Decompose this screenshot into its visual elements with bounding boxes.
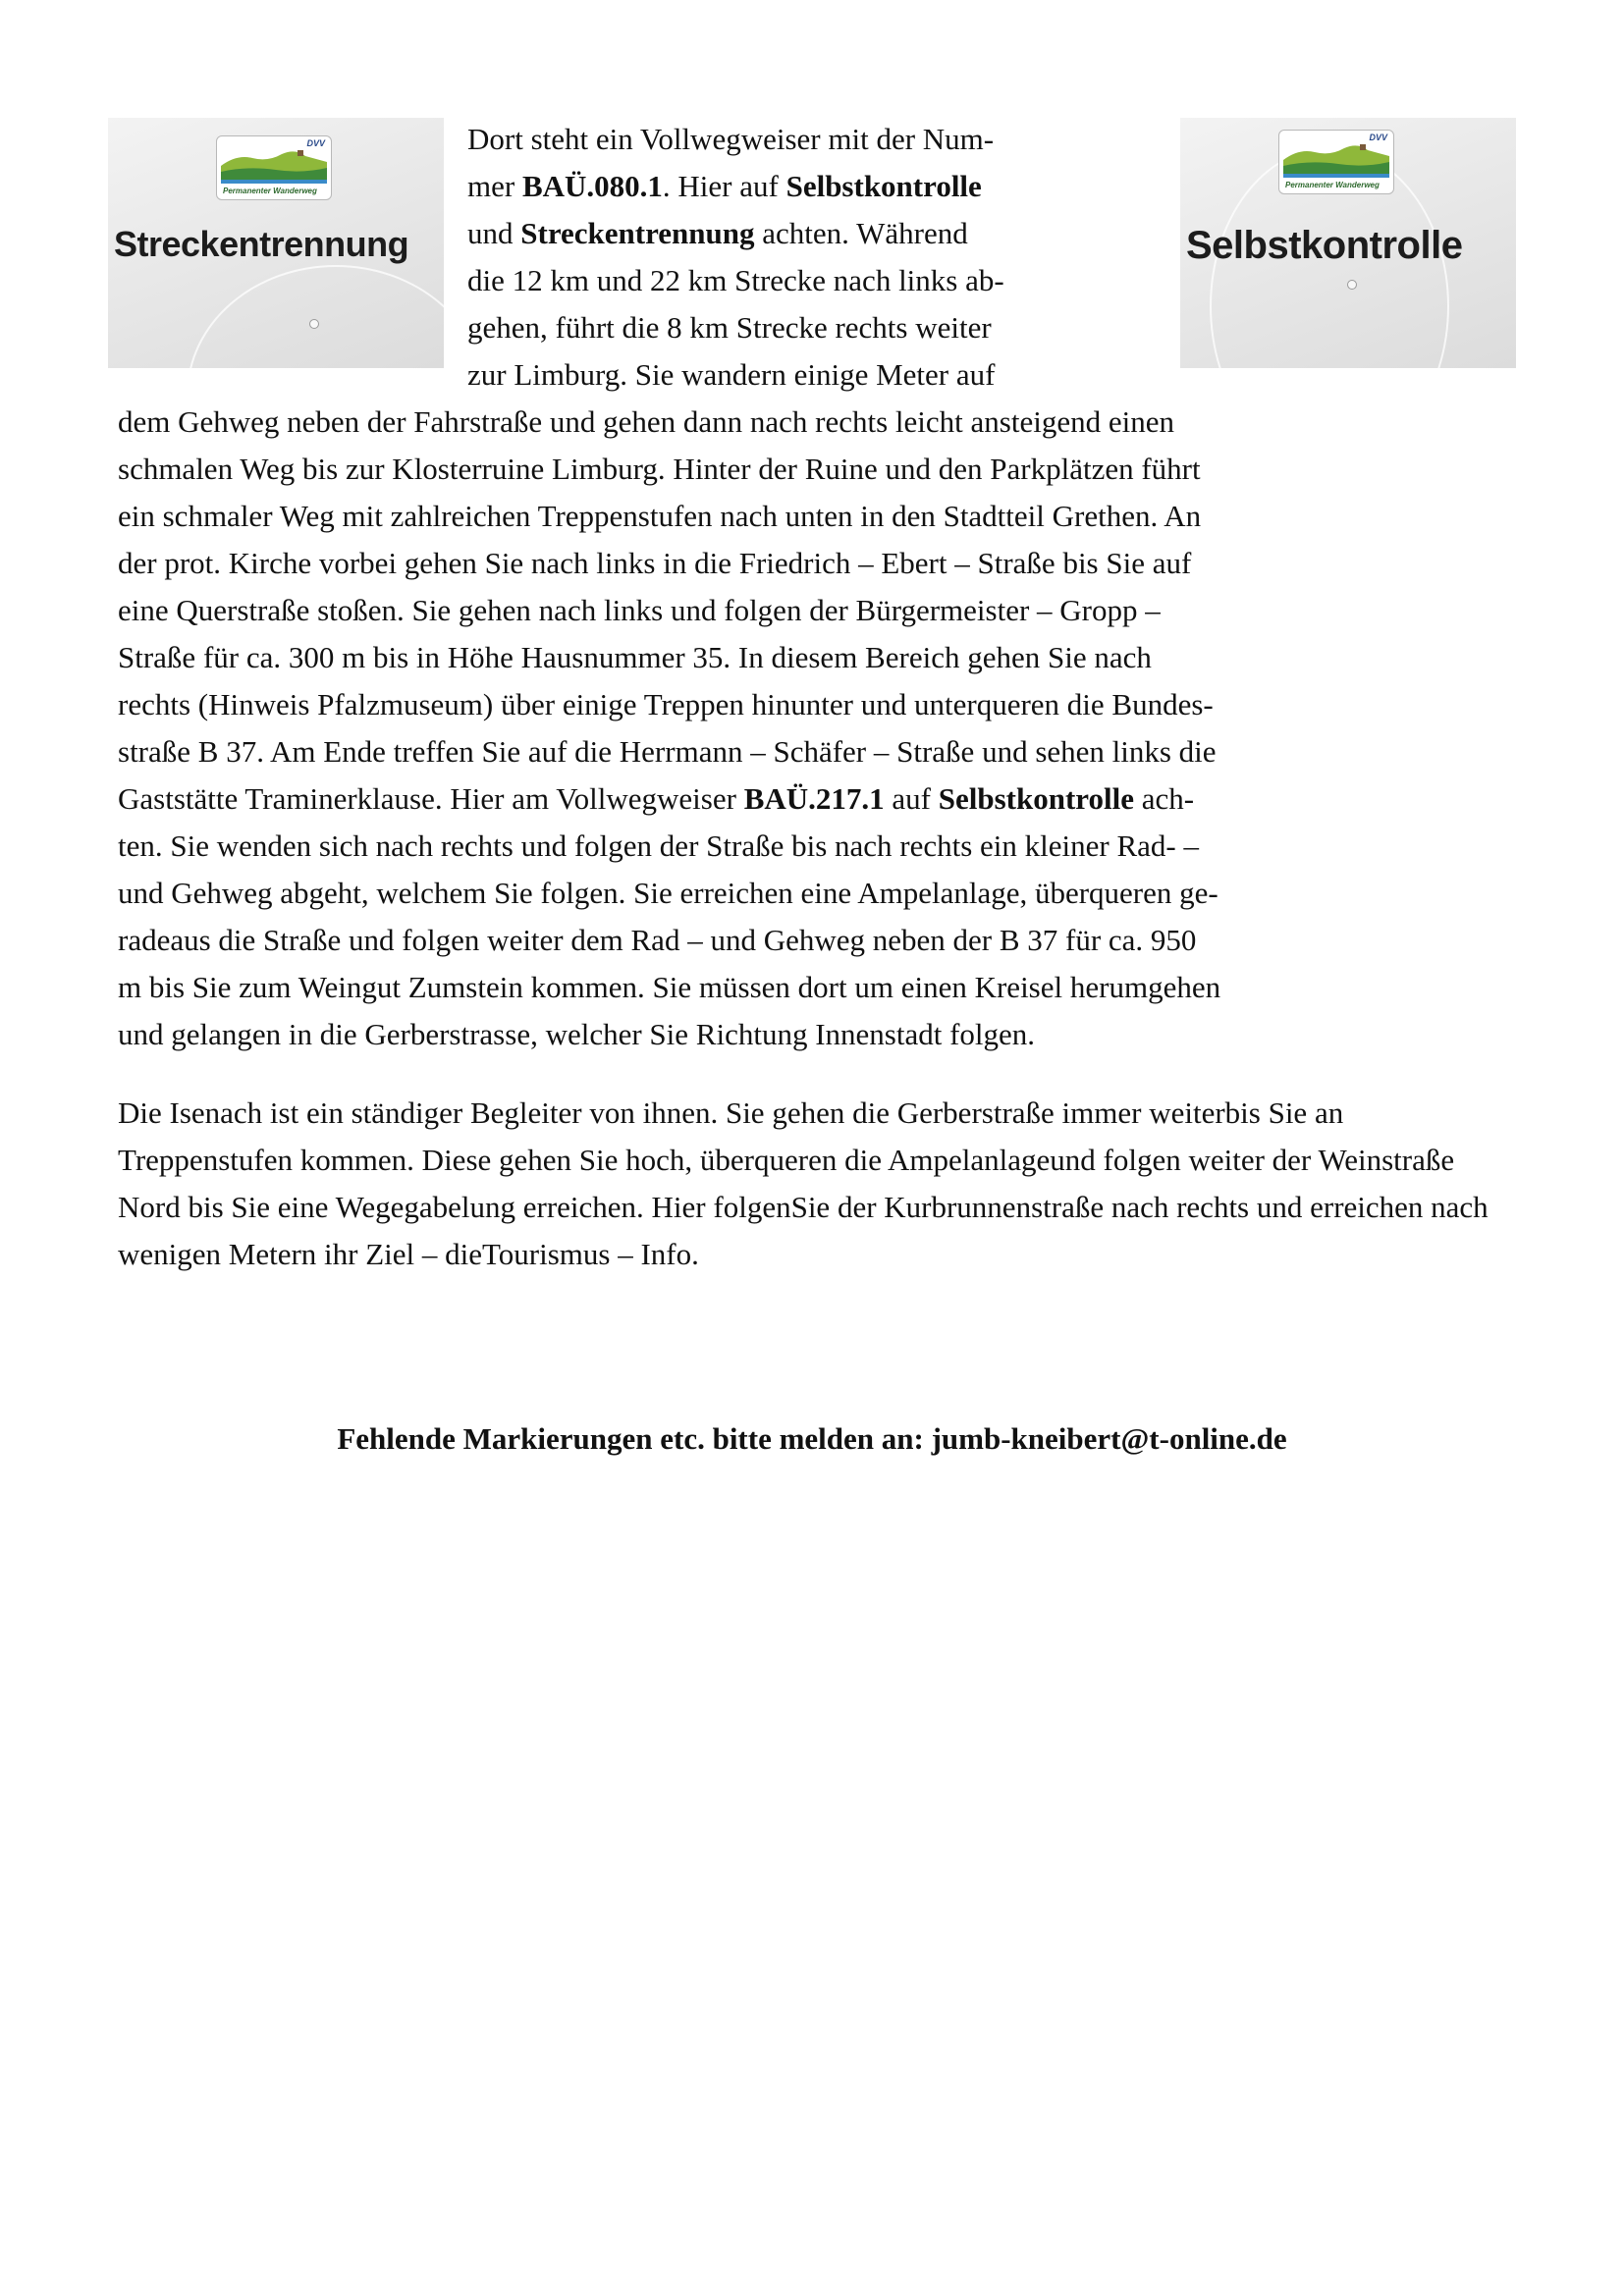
mounting-hole: [309, 319, 319, 329]
intro-paragraph: [467, 116, 1155, 399]
streckentrennung-sign-photo: [108, 118, 444, 368]
text-line: Tourismus – Info.: [482, 1237, 699, 1271]
text-line: eine Querstraße stoßen. Sie gehen nach links und folgen der Bürgermeister – Gropp –: [118, 593, 1161, 627]
bold-term: Selbstkontrolle: [785, 169, 982, 203]
text-line: dem Gehweg neben der Fahrstraße und gehen dann nach rechts leicht ansteigend einen: [118, 404, 1174, 439]
text-line: ein schmaler Weg mit zahlreichen Treppenstufen nach unten in den Stadtteil Grethen. An: [118, 499, 1202, 533]
text-line: mer BAÜ.080.1. Hier auf Selbstkontrolle: [467, 169, 982, 203]
isenach-paragraph: [118, 1090, 1522, 1278]
text-line: Dort steht ein Vollwegweiser mit der Num-: [467, 122, 995, 156]
text-line: rechts (Hinweis Pfalzmuseum) über einige Treppen hinunter und unterqueren die Bundes-: [118, 687, 1214, 721]
text-line: radeaus die Straße und folgen weiter dem Rad – und Gehweg neben der B 37 für ca. 950: [118, 923, 1197, 957]
sign-label: Streckentrennung: [114, 224, 409, 264]
text-line: gehen, führt die 8 km Strecke rechts weiter: [467, 310, 992, 345]
logo-caption: Permanenter Wanderweg: [223, 187, 317, 195]
text-line: Sie der Kurbrunnenstraße nach rechts und erreichen nach wenigen Metern ihr Ziel – die: [118, 1190, 1489, 1271]
route-paragraph: [118, 399, 1522, 1058]
dvv-brand-text: DVV: [1369, 133, 1387, 142]
dvv-logo: [1278, 130, 1394, 194]
text-line: schmalen Weg bis zur Klosterruine Limburg. Hinter der Ruine und den Parkplätzen führt: [118, 452, 1201, 486]
bold-term: BAÜ.217.1: [743, 781, 885, 816]
sign-label: Selbstkontrolle: [1186, 224, 1463, 267]
text-line: Straße für ca. 300 m bis in Höhe Hausnummer 35. In diesem Bereich gehen Sie nach: [118, 640, 1152, 674]
bold-term: Streckentrennung: [520, 216, 755, 250]
mounting-hole: [1347, 280, 1357, 290]
selbstkontrolle-sign-photo: [1180, 118, 1516, 368]
text-line: zur Limburg. Sie wandern einige Meter auf: [467, 357, 996, 392]
text-line: ten. Sie wenden sich nach rechts und folgen der Straße bis nach rechts ein kleiner Rad- –: [118, 828, 1199, 863]
text-line: und Streckentrennung achten. Während: [467, 216, 968, 250]
text-line: straße B 37. Am Ende treffen Sie auf die Herrmann – Schäfer – Straße und sehen links die: [118, 734, 1217, 769]
text-line: die 12 km und 22 km Strecke nach links ab-: [467, 263, 1004, 297]
text-line: bis Sie an Treppenstufen kommen. Diese gehen Sie hoch, überqueren die Ampelanlage: [118, 1095, 1344, 1177]
photo-glare: [187, 265, 444, 368]
text-line: der prot. Kirche vorbei gehen Sie nach links in die Friedrich – Ebert – Straße bis Sie auf: [118, 546, 1192, 580]
text-line: und gelangen in die Gerberstrasse, welcher Sie Richtung Innenstadt folgen.: [118, 1017, 1036, 1051]
dvv-brand-text: DVV: [306, 138, 325, 148]
text-line: Die Isenach ist ein ständiger Begleiter von ihnen. Sie gehen die Gerberstraße immer weiter: [118, 1095, 1225, 1130]
bold-term: BAÜ.080.1: [521, 169, 663, 203]
text-line: m bis Sie zum Weingut Zumstein kommen. Sie müssen dort um einen Kreisel herumgehen: [118, 970, 1221, 1004]
bold-term: Selbstkontrolle: [938, 781, 1134, 816]
text-line: und folgen weiter der Weinstraße Nord bis Sie eine Wegegabelung erreichen. Hier folgen: [118, 1143, 1455, 1224]
contact-note: Fehlende Markierungen etc. bitte melden an: jumb-kneibert@t-online.de: [337, 1421, 1287, 1456]
text-line: und Gehweg abgeht, welchem Sie folgen. Sie erreichen eine Ampelanlage, überqueren ge-: [118, 876, 1218, 910]
text-line: Gaststätte Traminerklause. Hier am Vollwegweiser BAÜ.217.1 auf Selbstkontrolle ach-: [118, 781, 1195, 816]
logo-caption: Permanenter Wanderweg: [1285, 181, 1380, 189]
dvv-logo: [216, 135, 332, 200]
